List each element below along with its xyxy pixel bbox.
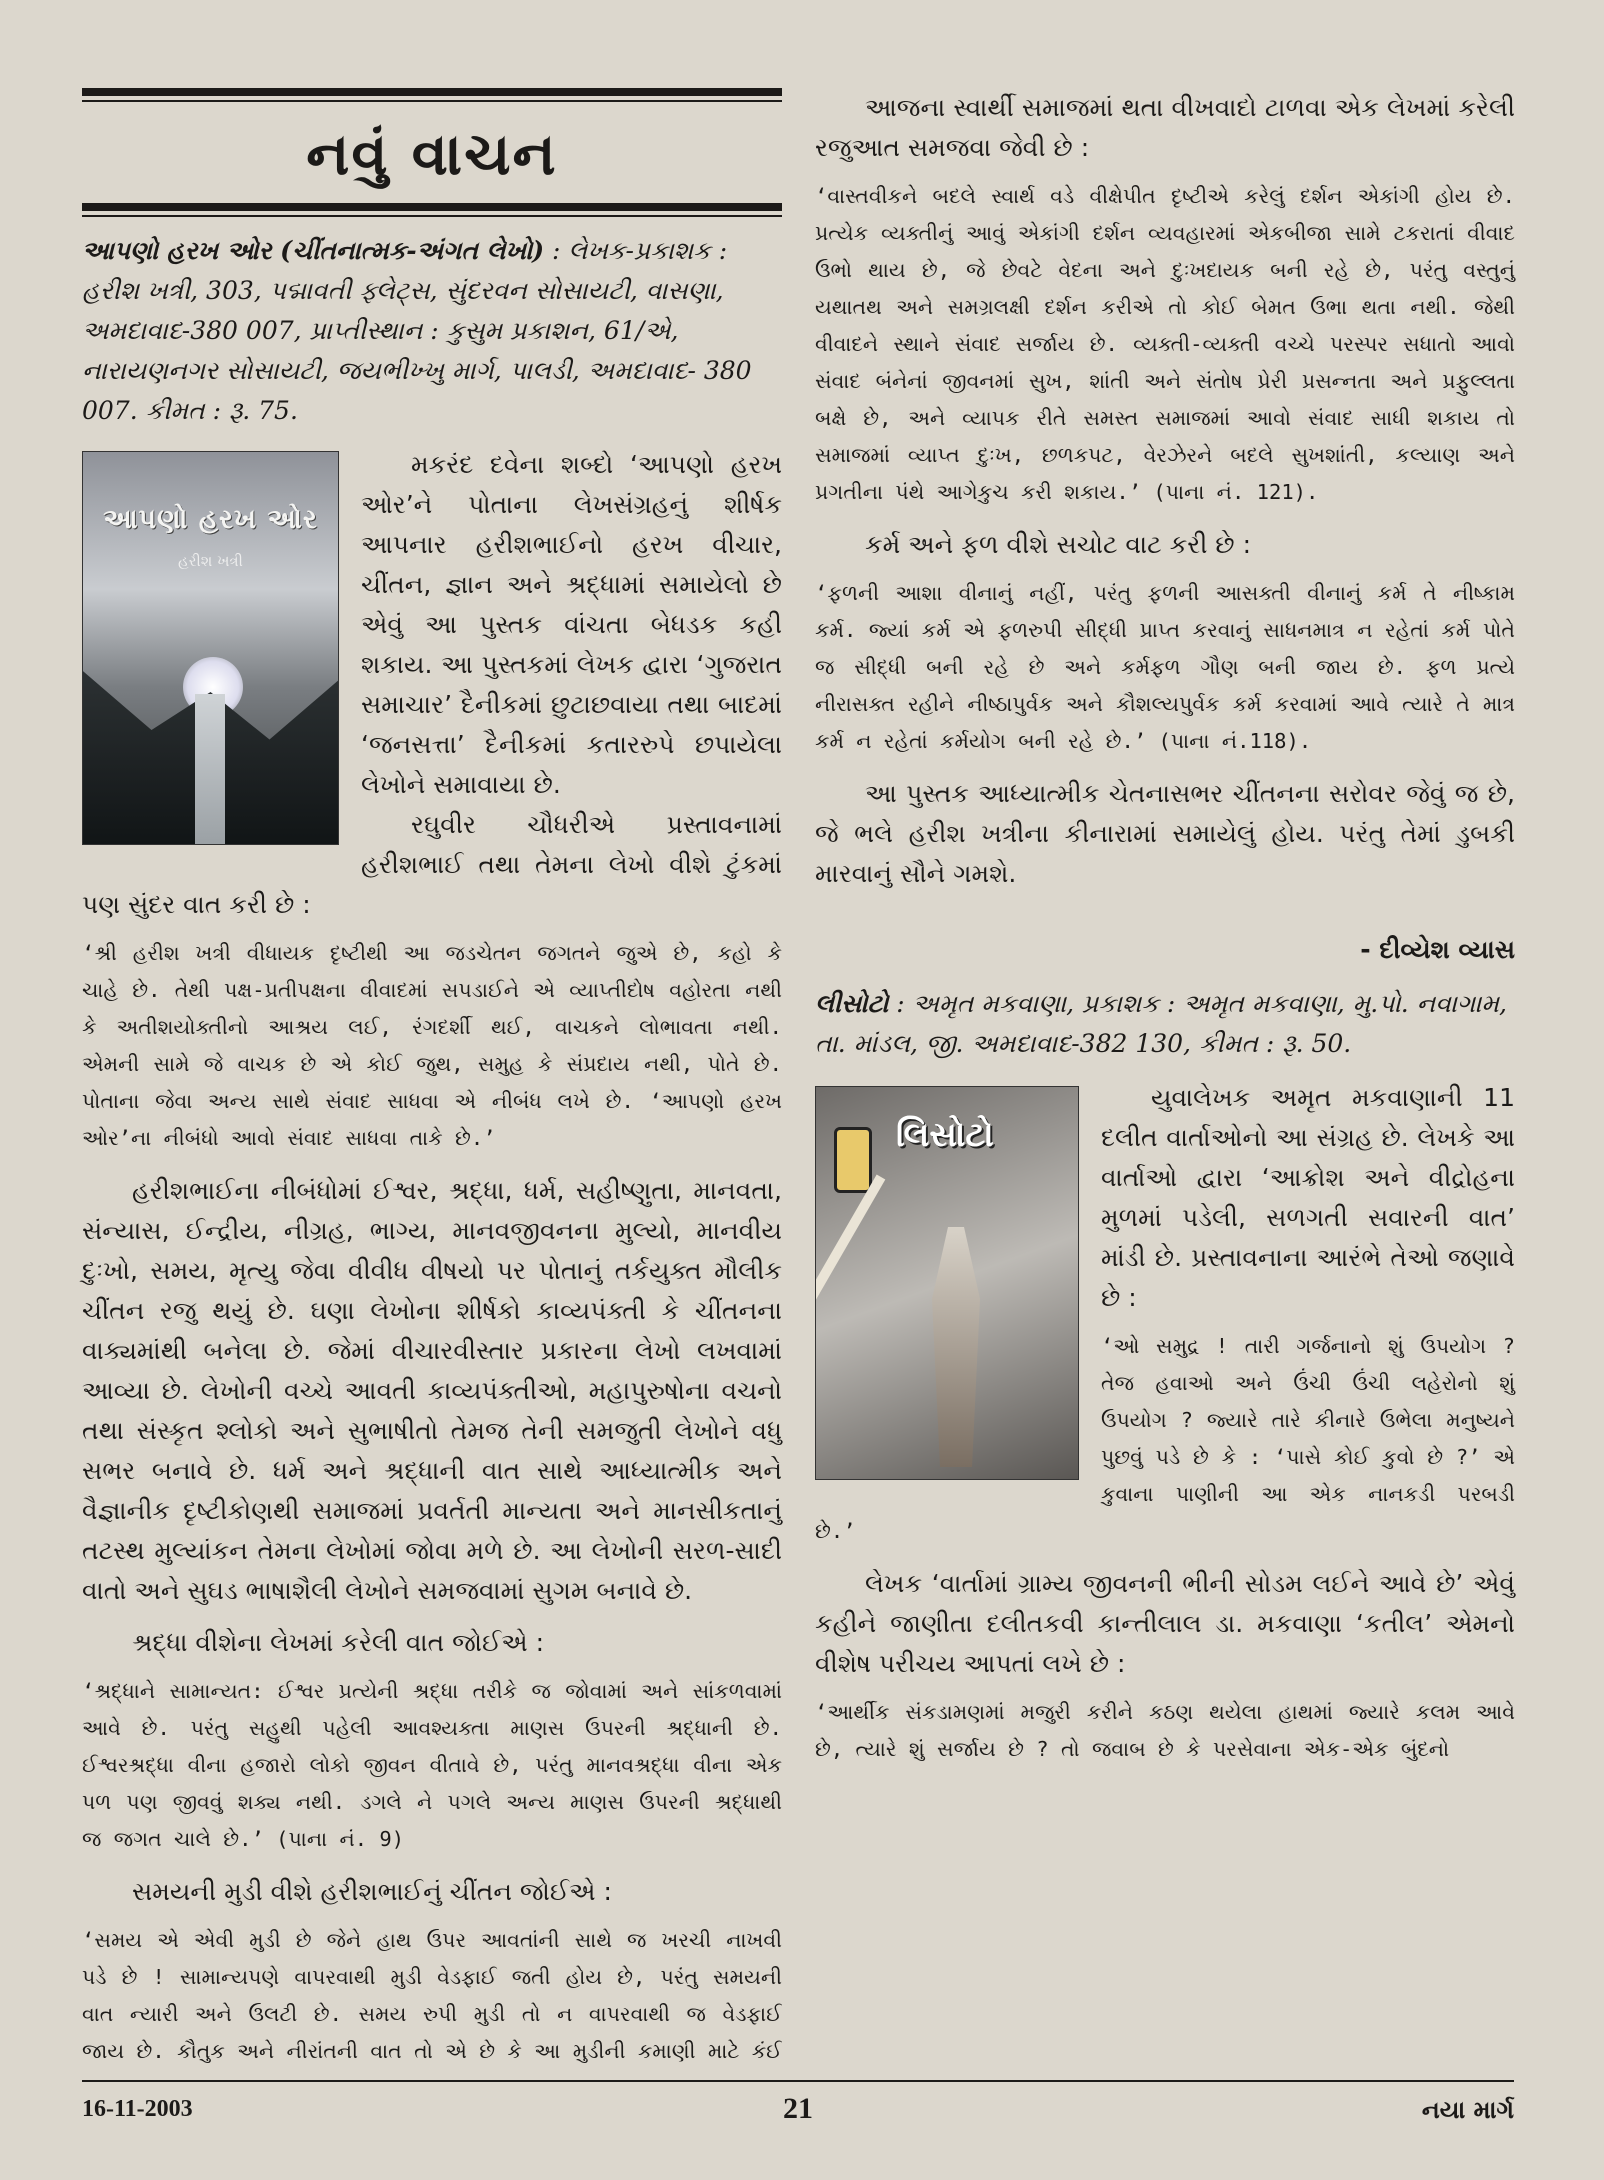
header-rule bbox=[82, 88, 782, 96]
book-title-1: આપણો હરખ ઓર (ચીંતનાત્મક-અંગત લેખો) bbox=[82, 236, 545, 265]
figure-illustration bbox=[916, 1227, 996, 1467]
review2-paragraph-1: યુવાલેખક અમૃત મકવાણાની 11 દલીત વાર્તાઓનો આ સંગ્રહ છે. લેખકે આ વાર્તાઓ દ્વારા ‘આક્રોશ અને વીદ્રોહના મુળમાં પડેલી, સળગતી સવારની વાત’ માંડી છે. પ્રસ્તાવનાના આરંભે તેઓ જણાવે છે : bbox=[1101, 1083, 1515, 1312]
review2-quote-2: ‘આર્થીક સંકડામણમાં મજુરી કરીને કઠણ થયેલા હાથમાં જ્યારે કલમ આવે છે, ત્યારે શું સર્જાય છે ? તો જવાબ છે કે પરસેવાના એક-એક બુંદનો bbox=[815, 1700, 1515, 1761]
book-details-1: : લેખક-પ્રકાશક : હરીશ ખત્રી, 303, પદ્માવતી ફ્લેટ્સ, સુંદરવન સોસાયટી, વાસણા, અમદાવાદ-380 007, પ્રાપ્તીસ્થાન : કુસુમ પ્રકાશન, 61/એ, નારાયણનગર સોસાયટી, જયભીખ્ખુ માર્ગ, પાલડી, અમદાવાદ- 380 007. કીમત : રૂ. 75. bbox=[82, 236, 752, 425]
review1-quote-4: ‘વાસ્તવીકને બદલે સ્વાર્થ વડે વીક્ષેપીત દૃષ્ટીએ કરેલું દર્શન એકાંગી હોય છે. પ્રત્યેક વ્યક્તીનું આવું એકાંગી દર્શન વ્યવહારમાં એકબીજા સામે ટકરાતાં વીવાદ ઉભો થાય છે, જે છેવટે વેદના અને દુઃખદાયક બની રહે છે, પરંતુ વસ્તુનું યથાતથ અને સમગ્રલક્ષી દર્શન કરીએ તો કોઈ બેમત ઉભા થતા નથી. જેથી વીવાદને સ્થાને સંવાદ સર્જાય છે. વ્યક્તી-વ્યક્તી વચ્ચે પરસ્પર સધાતો આવો સંવાદ બંનેનાં જીવનમાં સુખ, શાંતી અને સંતોષ પ્રેરી પ્રસન્નતા અને પ્રફુલ્લતા બક્ષે છે, અને વ્યાપક રીતે સમસ્ત સમાજમાં આવો સંવાદ સાધી શકાય તો સમાજમાં વ્યાપ્ત દુઃખ, છળકપટ, વેરઝેરને બદલે સુખશાંતી, કલ્યાણ અને પ્રગતીના પંથે આગેકુચ કરી શકાય.’ (પાના નં. 121). bbox=[815, 184, 1515, 504]
right-column bbox=[815, 88, 1515, 1782]
review1-paragraph-2: રઘુવીર ચૌધરીએ પ્રસ્તાવનામાં હરીશભાઈ તથા તેમના લેખો વીશે ટુંકમાં પણ સુંદર વાત કરી છે : bbox=[82, 810, 782, 919]
review2-quote-1: ‘ઓ સમુદ્ર ! તારી ગર્જનાનો શું ઉપયોગ ? તેજ હવાઓ અને ઉંચી ઉંચી લહેરોનો શું ઉપયોગ ? જ્યારે તારે કીનારે ઉભેલા મનુષ્યને પુછવું પડે છે કે : ‘પાસે કોઈ કુવો છે ?’ એ કુવાના પાણીની આ એક નાનકડી પરબડી છે.’ bbox=[815, 1334, 1515, 1543]
cover-author-1: હરીશ ખત્રી bbox=[178, 552, 243, 570]
title-rule-thin bbox=[82, 215, 782, 217]
issue-date: 16-11-2003 bbox=[82, 2096, 193, 2122]
review1-signature: - દીવ્યેશ વ્યાસ bbox=[1360, 935, 1515, 964]
magazine-name: નયા માર્ગ bbox=[1421, 2096, 1514, 2124]
review1-quote-2: ‘શ્રદ્ધાને સામાન્યત: ઈશ્વર પ્રત્યેની શ્રદ્ધા તરીકે જ જોવામાં અને સાંકળવામાં આવે છે. પરંતુ સહુથી પહેલી આવશ્યક્તા માણસ ઉપરની શ્રદ્ધાની છે. ઈશ્વરશ્રદ્ધા વીના હજારો લોકો જીવન વીતાવે છે, પરંતુ માનવશ્રદ્ધા વીના એક પળ પણ જીવવું શક્ય નથી. ડગલે ને પગલે અન્ય માણસ ઉપરની શ્રદ્ધાથી જ જગત ચાલે છે.’ (પાના નં. 9) bbox=[82, 1679, 782, 1851]
header-rule-thin bbox=[82, 100, 782, 102]
cover-title-1: આપણો હરખ ઓર bbox=[103, 504, 318, 535]
review1-quote-3: ‘સમય એ એવી મુડી છે જેને હાથ ઉપર આવતાંની સાથે જ ખરચી નાખવી પડે છે ! સામાન્યપણે વાપરવાથી મુડી વેડફાઈ જતી હોય છે, પરંતુ સમયની વાત ન્યારી અને ઉલટી છે. સમય રુપી મુડી તો ન વાપરવાથી જ વેડફાઈ જાય છે. કૌતુક અને નીરાંતની વાત તો એ છે કે આ મુડીની કમાણી માટે કંઈ bbox=[82, 1928, 782, 2063]
section-title: નવું વાચન bbox=[306, 120, 558, 188]
review1-paragraph-4: શ્રદ્ધા વીશેના લેખમાં કરેલી વાત જોઈએ : bbox=[132, 1628, 545, 1657]
book-info-2 bbox=[815, 984, 1515, 1064]
review1-paragraph-8: આ પુસ્તક આધ્યાત્મીક ચેતનાસભર ચીંતનના સરોવર જેવું જ છે, જે ભલે હરીશ ખત્રીના કીનારામાં સમાયેલું હોય. પરંતુ તેમાં ડુબકી મારવાનું સૌને ગમશે. bbox=[815, 779, 1515, 888]
cover-title-2: લિસોટો bbox=[896, 1115, 994, 1155]
book-cover-2 bbox=[815, 1086, 1079, 1480]
title-rule bbox=[82, 203, 782, 211]
review1-paragraph-1: મકરંદ દવેના શબ્દો ‘આપણો હરખ ઓર’ને પોતાના લેખસંગ્રહનું શીર્ષક આપનાર હરીશભાઈનો હરખ વીચાર, ચીંતન, જ્ઞાન અને શ્રદ્ધામાં સમાયેલો છે એવું આ પુસ્તક વાંચતા બેધડક કહી શકાય. આ પુસ્તકમાં લેખક દ્વારા ‘ગુજરાત સમાચાર’ દૈનીકમાં છુટાછવાયા તથા બાદમાં ‘જનસત્તા’ દૈનીકમાં કતારરુપે છપાયેલા લેખોને સમાવાયા છે. bbox=[361, 450, 782, 799]
review1-paragraph-6: આજના સ્વાર્થી સમાજમાં થતા વીખવાદો ટાળવા એક લેખમાં કરેલી રજુઆત સમજવા જેવી છે : bbox=[815, 93, 1515, 162]
book-title-2: લીસોટો bbox=[815, 989, 889, 1018]
review1-paragraph-3: હરીશભાઈના નીબંધોમાં ઈશ્વર, શ્રદ્ધા, ધર્મ, સહીષ્ણુતા, માનવતા, સંન્યાસ, ઈન્દ્રીય, નીગ્રહ, ભાગ્ય, માનવજીવનના મુલ્યો, માનવીય દુઃખો, સમય, મૃત્યુ જેવા વીવીધ વીષયો પર પોતાનું તર્કયુક્ત મૌલીક ચીંતન રજુ થયું છે. ઘણા લેખોના શીર્ષકો કાવ્યપંક્તી કે ચીંતનના વાક્યમાંથી બનેલા છે. જેમાં વીચારવીસ્તાર પ્રકારના લેખો લખવામાં આવ્યા છે. લેખોની વચ્ચે આવતી કાવ્યપંક્તીઓ, મહાપુરુષોના વચનો તથા સંસ્કૃત શ્લોકો અને સુભાષીતો તેમજ તેની સમજુતી લેખોને વધુ સભર બનાવે છે. ધર્મ અને શ્રદ્ધાની વાત સાથે આધ્યાત્મીક અને વૈજ્ઞાનીક દૃષ્ટીકોણથી સમાજમાં પ્રવર્તતી માન્યતા અને માનસીકતાનું તટસ્થ મુલ્યાંકન તેમના લેખોમાં જોવા મળે છે. આ લેખોની સરળ-સાદી વાતો અને સુઘડ ભાષાશૈલી લેખોને સમજવામાં સુગમ બનાવે છે. bbox=[82, 1176, 782, 1605]
oar-illustration bbox=[815, 1175, 885, 1440]
left-column bbox=[82, 88, 782, 2084]
review2-paragraph-2: લેખક ‘વાર્તામાં ગ્રામ્ય જીવનની ભીની સોડમ લઈને આવે છે’ એવું કહીને જાણીતા દલીતકવી કાન્તીલાલ ડા. મકવાણા ‘કતીલ’ એમનો વીશેષ પરીચય આપતાં લખે છે : bbox=[815, 1569, 1515, 1678]
review1-quote-5: ‘ફળની આશા વીનાનું નહીં, પરંતુ ફળની આસક્તી વીનાનું કર્મ તે નીષ્કામ કર્મ. જ્યાં કર્મ એ ફળરુપી સીદ્ધી પ્રાપ્ત કરવાનું સાધનમાત્ર ન રહેતાં કર્મ પોતે જ સીદ્ધી બની રહે છે અને કર્મફળ ગૌણ બની જાય છે. ફળ પ્રત્યે નીરાસક્ત રહીને નીષ્ઠાપુર્વક અને કૌશલ્યપુર્વક કર્મ કરવામાં આવે ત્યારે તે માત્ર કર્મ ન રહેતાં કર્મયોગ બની રહે છે.’ (પાના નં.118). bbox=[815, 581, 1515, 753]
review1-paragraph-7: કર્મ અને ફળ વીશે સચોટ વાટ કરી છે : bbox=[865, 530, 1251, 559]
page-footer bbox=[82, 2080, 1514, 2142]
river-illustration bbox=[195, 694, 225, 844]
book-details-2: : અમૃત મકવાણા, પ્રકાશક : અમૃત મકવાણા, મુ.પો. નવાગામ, તા. માંડલ, જી. અમદાવાદ-382 130, કીમત : રૂ. 50. bbox=[815, 989, 1507, 1058]
review1-paragraph-5: સમયની મુડી વીશે હરીશભાઈનું ચીંતન જોઈએ : bbox=[132, 1877, 612, 1906]
book-cover-1 bbox=[82, 451, 339, 845]
lantern-illustration bbox=[834, 1127, 872, 1193]
review1-quote-1: ‘શ્રી હરીશ ખત્રી વીધાયક દૃષ્ટીથી આ જડચેતન જગતને જુએ છે, કહો કે ચાહે છે. તેથી પક્ષ-પ્રતીપક્ષના વીવાદમાં સપડાઈને એ વ્યાપ્તીદોષ વહોરતા નથી કે અતીશયોક્તીનો આશ્રય લઈ, રંગદર્શી થઈ, વાચકને લોભાવતા નથી. એમની સામે જે વાચક છે એ કોઈ જુથ, સમુહ કે સંપ્રદાય નથી, પોતે છે. પોતાના જેવા અન્ય સાથે સંવાદ સાધવા એ નીબંધ લખે છે. ‘આપણો હરખ ઓર’ના નીબંધો આવો સંવાદ સાધવા તાકે છે.’ bbox=[82, 941, 782, 1150]
page-number: 21 bbox=[783, 2092, 813, 2125]
book-info-1 bbox=[82, 231, 782, 431]
